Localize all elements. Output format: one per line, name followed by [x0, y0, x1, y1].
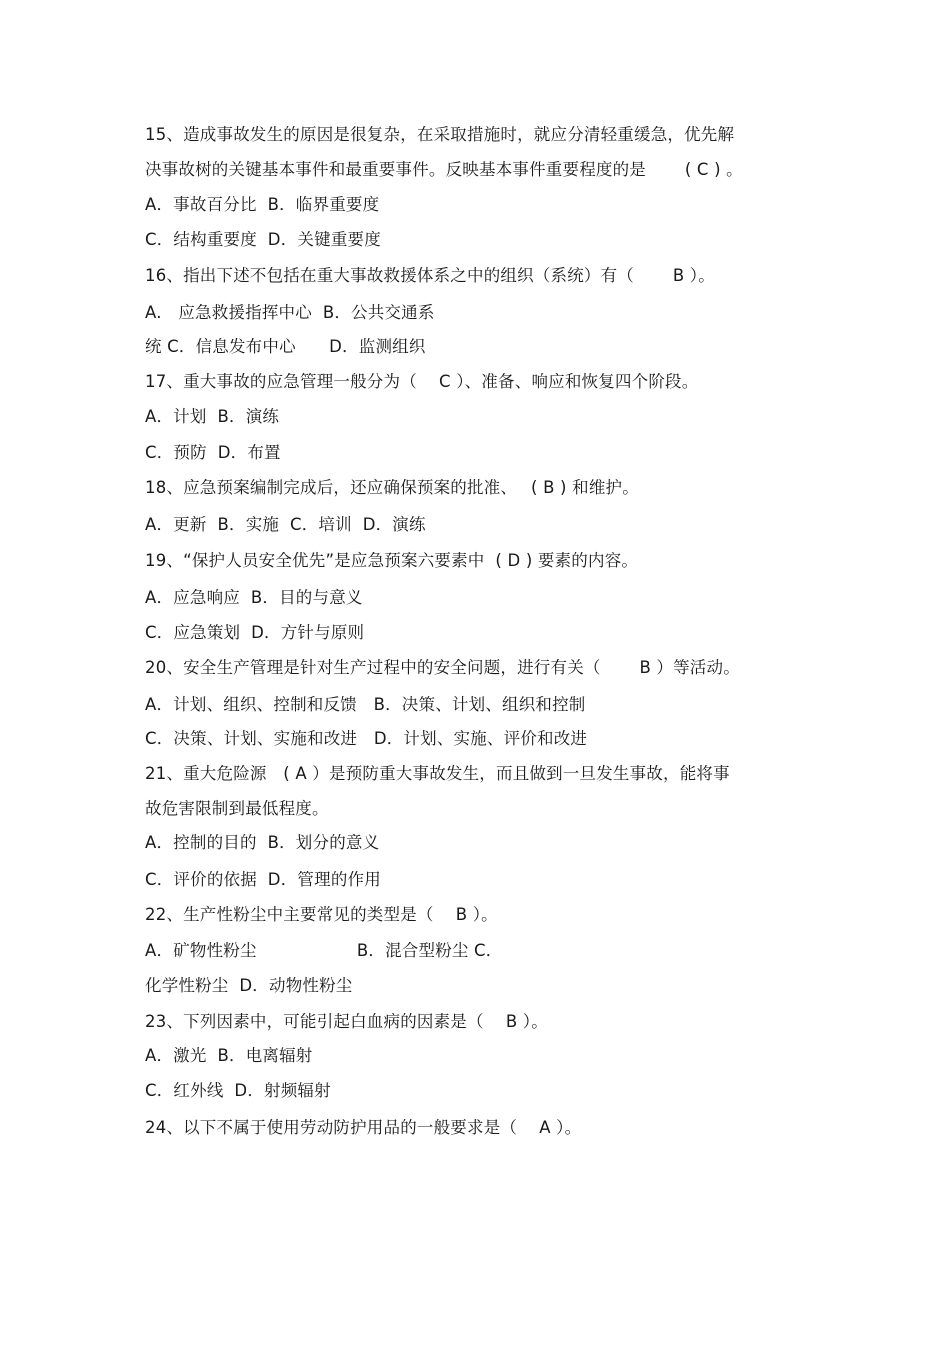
question-20-line: 20、安全生产管理是针对生产过程中的安全问题，进行有关（ B ）等活动。	[145, 658, 740, 677]
question-15-line-1: 15、造成事故发生的原因是很复杂，在采取措施时，就应分清轻重缓急，优先解	[145, 125, 735, 144]
question-23-line: 23、下列因素中，可能引起白血病的因素是（ B ）。	[145, 1012, 548, 1031]
question-23-options-ab: A．激光 B．电离辐射	[145, 1046, 313, 1065]
question-21-options-cd: C．评价的依据 D．管理的作用	[145, 870, 381, 889]
question-19-line: 19、“保护人员安全优先”是应急预案六要素中 ( D ) 要素的内容。	[145, 551, 639, 570]
question-17-line: 17、重大事故的应急管理一般分为（ C ）、准备、响应和恢复四个阶段。	[145, 372, 699, 391]
question-22-options-abc: A．矿物性粉尘 B．混合型粉尘 C．	[145, 941, 503, 960]
question-16-options-cd: 统 C．信息发布中心 D．监测组织	[145, 337, 426, 356]
question-16-line: 16、指出下述不包括在重大事故救援体系之中的组织（系统）有（ B ）。	[145, 266, 715, 285]
question-18-options: A．更新 B．实施 C．培训 D．演练	[145, 515, 426, 534]
question-17-options-ab: A．计划 B．演练	[145, 407, 280, 426]
question-22-options-cd: 化学性粉尘 D．动物性粉尘	[145, 976, 353, 995]
question-17-options-cd: C．预防 D．布置	[145, 443, 281, 462]
question-24-line: 24、以下不属于使用劳动防护用品的一般要求是（ A ）。	[145, 1118, 582, 1137]
question-18-line: 18、应急预案编制完成后，还应确保预案的批准、 ( B ) 和维护。	[145, 478, 639, 497]
question-21-options-ab: A．控制的目的 B．划分的意义	[145, 833, 380, 852]
question-15-options-ab: A．事故百分比 B．临界重要度	[145, 195, 380, 214]
question-21-line-2: 故危害限制到最低程度。	[145, 799, 329, 818]
question-23-options-cd: C．红外线 D．射频辐射	[145, 1081, 331, 1100]
question-16-options-ab: A. 应急救援指挥中心 B．公共交通系	[145, 303, 435, 322]
question-20-options-cd: C．决策、计划、实施和改进 D．计划、实施、评价和改进	[145, 729, 588, 748]
question-15-options-cd: C．结构重要度 D．关键重要度	[145, 230, 381, 249]
question-22-line: 22、生产性粉尘中主要常见的类型是（ B ）。	[145, 905, 498, 924]
question-21-line-1: 21、重大危险源 ( A ）是预防重大事故发生，而且做到一旦发生事故，能将事	[145, 764, 730, 783]
question-20-options-ab: A．计划、组织、控制和反馈 B．决策、计划、组织和控制	[145, 695, 586, 714]
question-19-options-cd: C．应急策划 D．方针与原则	[145, 623, 365, 642]
question-19-options-ab: A．应急响应 B．目的与意义	[145, 588, 363, 607]
question-15-line-2: 决事故树的关键基本事件和最重要事件。反映基本事件重要程度的是 ( C ) 。	[145, 160, 743, 179]
